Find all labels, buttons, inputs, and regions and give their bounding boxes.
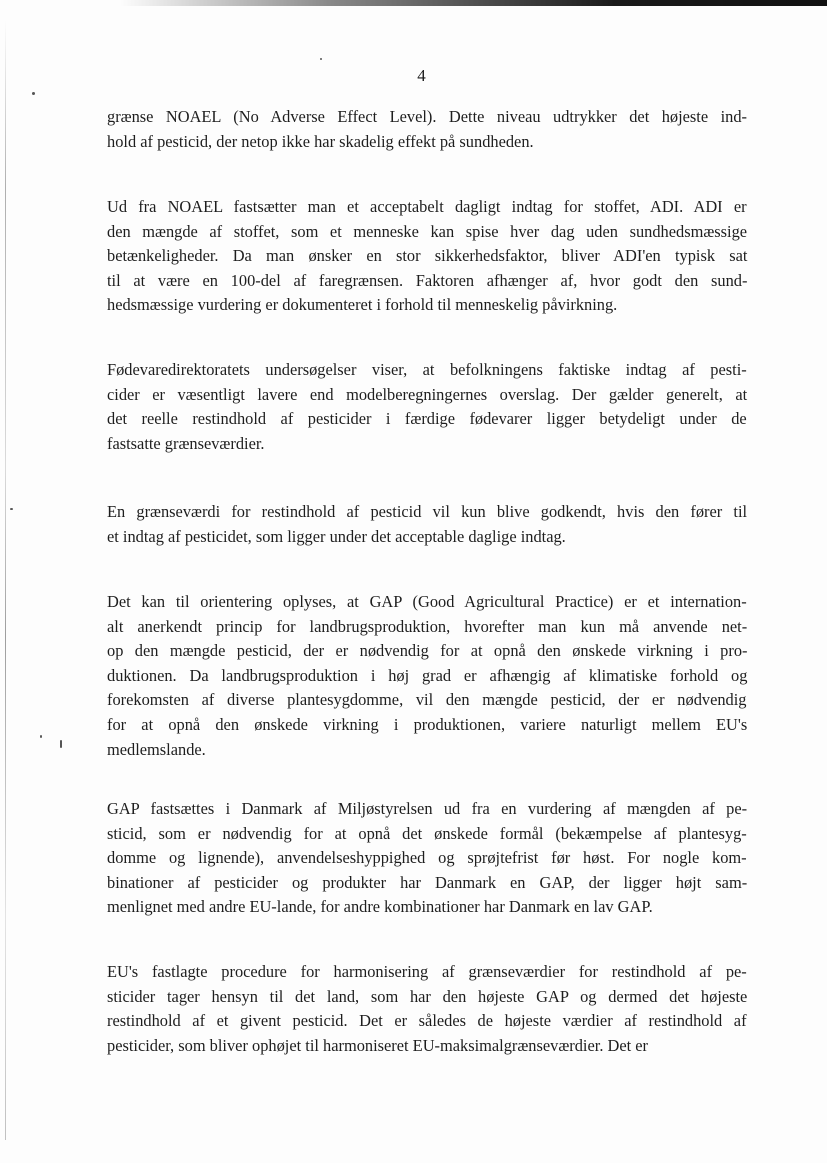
text-line: restindhold af et givent pesticid. Det er således de højeste værdier af restindhold af [107, 1011, 747, 1031]
scan-left-edge-shadow [5, 20, 6, 1140]
text-line: alt anerkendt princip for landbrugsproduktion, hvorefter man kun må anvende net- [107, 616, 748, 636]
paragraph [107, 195, 747, 318]
paragraph [107, 797, 747, 920]
scan-speck [320, 58, 322, 60]
text-line: GAP fastsættes i Danmark af Miljøstyrelsen ud fra en vurdering af mængden af pe- [107, 799, 748, 818]
paragraph [107, 960, 747, 1058]
text-line: den mængde af stoffet, som et menneske kan spise hver dag uden sundhedsmæssige [107, 221, 748, 241]
text-line: En grænseværdi for restindhold af pesticid vil kun blive godkendt, hvis den fører til [107, 502, 748, 521]
scan-speck [10, 508, 13, 510]
text-line: for at opnå den ønskede virkning i produktionen, variere naturligt mellem EU's [107, 714, 748, 734]
page-number: 4 [417, 66, 426, 85]
text-line: domme og lignende), anvendelseshyppighed og sprøjtefrist før høst. For nogle kom- [107, 848, 747, 868]
text-line: EU's fastlagte procedure for harmonisering af grænseværdier for restindhold af pe- [107, 962, 747, 981]
text-line: Ud fra NOAEL fastsætter man et acceptabelt dagligt indtag for stoffet, ADI. ADI er [107, 197, 747, 216]
text-line: duktionen. Da landbrugsproduktion i høj grad er afhængig af klimatiske forhold og [107, 665, 748, 685]
text-line: grænse NOAEL (No Adverse Effect Level). Dette niveau udtrykker det højeste ind- [107, 107, 747, 126]
text-line: det reelle restindhold af pesticider i færdige fødevarer ligger betydeligt under de [107, 409, 747, 429]
text-line: Fødevaredirektoratets undersøgelser viser, at befolkningens faktiske indtag af pesti- [107, 360, 747, 379]
text-line: hedsmæssige vurdering er dokumenteret i forhold til menneskelig påvirkning. [107, 295, 618, 315]
text-line: op den mængde pesticid, der er nødvendig for at opnå den ønskede virkning i pro- [107, 641, 748, 661]
text-line: sticid, som er nødvendig for at opnå det ønskede formål (bekæmpelse af plantesyg- [107, 823, 747, 843]
scan-top-edge-shadow [120, 0, 827, 6]
text-line: pesticider, som bliver ophøjet til harmoniseret EU-maksimalgrænseværdier. Det er [107, 1035, 649, 1055]
text-line: hold af pesticid, der netop ikke har skadelig effekt på sundheden. [107, 131, 534, 151]
paragraph [107, 105, 747, 154]
text-line: cider er væsentligt lavere end modelberegningernes overslag. Der gælder generelt, at [107, 384, 748, 404]
scan-speck [32, 92, 35, 95]
text-line: forekomsten af diverse plantesygdomme, vil den mængde pesticid, der er nødvendig [107, 690, 747, 710]
scan-speck [60, 740, 62, 748]
text-line: medlemslande. [107, 739, 206, 759]
paragraph [107, 590, 747, 762]
text-line: sticider tager hensyn til det land, som har den højeste GAP og dermed det højeste [107, 986, 748, 1006]
text-line: et indtag af pesticidet, som ligger under det acceptable daglige indtag. [107, 526, 566, 546]
text-line: Det kan til orientering oplyses, at GAP (Good Agricultural Practice) er et internation- [107, 592, 747, 611]
text-line: til at være en 100-del af faregrænsen. Faktoren afhænger af, hvor godt den sund- [107, 270, 748, 290]
text-line: betænkeligheder. Da man ønsker en stor sikkerhedsfaktor, bliver ADI'en typisk sat [107, 246, 748, 266]
text-line: menlignet med andre EU-lande, for andre kombinationer har Danmark en lav GAP. [107, 897, 653, 917]
scan-speck [40, 735, 42, 738]
paragraph [107, 358, 747, 456]
text-line: fastsatte grænseværdier. [107, 433, 265, 453]
paragraph [107, 500, 747, 549]
text-line: binationer af pesticider og produkter har Danmark en GAP, der ligger højt sam- [107, 872, 748, 892]
